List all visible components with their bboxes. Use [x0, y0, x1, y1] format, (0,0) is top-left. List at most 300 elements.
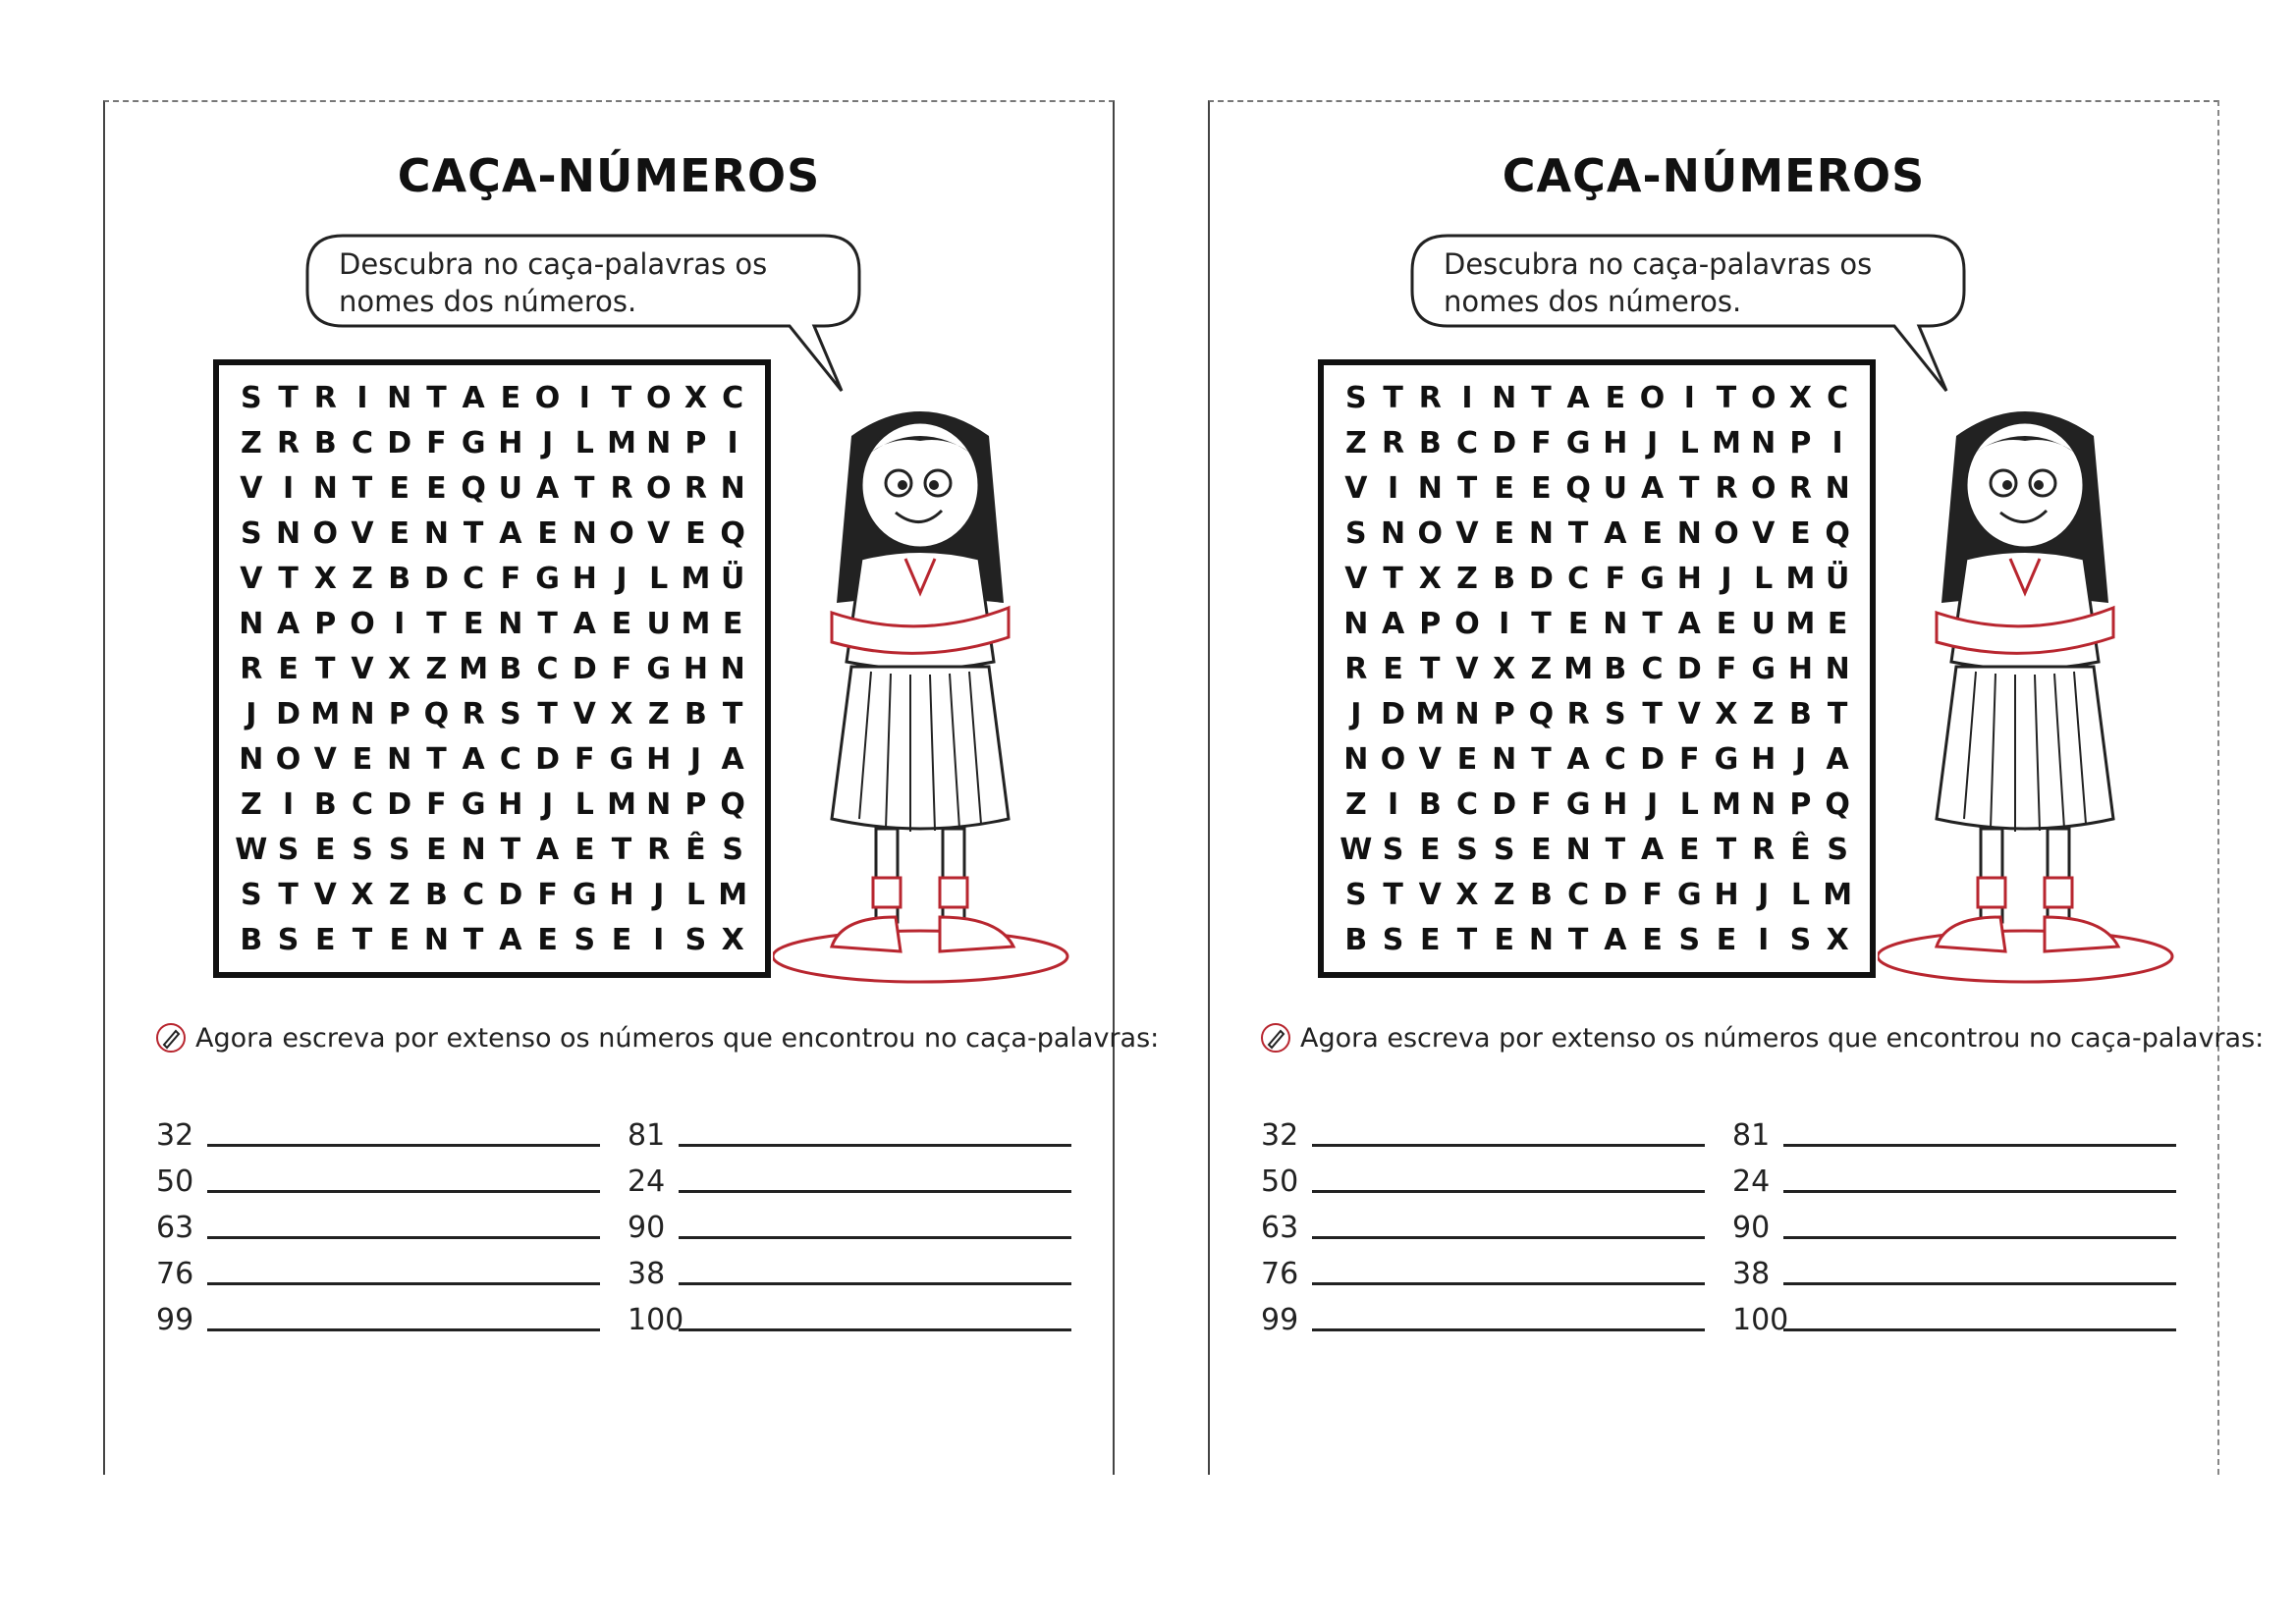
grid-cell: O: [1380, 741, 1406, 777]
grid-cell: R: [610, 470, 633, 506]
grid-cell: N: [572, 515, 597, 551]
grid-cell: N: [498, 606, 523, 641]
grid-cell: T: [1383, 380, 1403, 415]
worksheet-title: CAÇA-NÚMEROS: [397, 149, 821, 202]
grid-cell: A: [1677, 606, 1701, 641]
answer-line[interactable]: [207, 1235, 600, 1239]
grid-cell: T: [278, 877, 299, 912]
grid-cell: I: [727, 425, 738, 460]
grid-cell: E: [278, 651, 299, 686]
grid-cell: E: [1420, 832, 1441, 867]
grid-cell: O: [1454, 606, 1480, 641]
grid-cell: E: [426, 470, 447, 506]
grid-cell: E: [1567, 606, 1589, 641]
grid-cell: Ü: [1825, 561, 1850, 596]
answer-line[interactable]: [679, 1189, 1071, 1193]
grid-cell: B: [1788, 696, 1812, 731]
grid-cell: W: [1339, 832, 1373, 867]
grid-cell: T: [574, 470, 595, 506]
grid-cell: N: [1381, 515, 1406, 551]
grid-cell: X: [683, 380, 707, 415]
grid-cell: G: [609, 741, 634, 777]
grid-cell: D: [276, 696, 301, 731]
answer-item: [628, 1206, 1071, 1245]
answer-item: [1261, 1160, 1705, 1199]
grid-cell: O: [350, 606, 375, 641]
grid-cell: A: [499, 515, 522, 551]
grid-cell: X: [1418, 561, 1442, 596]
grid-cell: V: [1455, 651, 1479, 686]
grid-cell: T: [611, 380, 632, 415]
grid-cell: F: [1605, 561, 1626, 596]
answer-item: [1261, 1113, 1705, 1153]
grid-cell: B: [1493, 561, 1516, 596]
answer-line[interactable]: [1312, 1143, 1705, 1147]
grid-cell: J: [689, 741, 701, 777]
grid-cell: M: [681, 606, 711, 641]
answer-row: [1261, 1160, 2204, 1199]
grid-cell: T: [426, 741, 447, 777]
grid-cell: V: [1455, 515, 1479, 551]
grid-cell: I: [1758, 922, 1770, 957]
grid-cell: N: [1528, 922, 1554, 957]
grid-cell: H: [683, 651, 708, 686]
grid-cell: V: [1344, 470, 1368, 506]
grid-cell: A: [499, 922, 522, 957]
grid-cell: I: [282, 786, 295, 822]
grid-cell: T: [278, 380, 299, 415]
grid-cell: I: [1387, 470, 1399, 506]
grid-cell: P: [1419, 606, 1442, 641]
grid-cell: D: [498, 877, 523, 912]
grid-cell: E: [315, 832, 336, 867]
grid-cell: X: [388, 651, 411, 686]
grid-cell: E: [722, 606, 743, 641]
grid-cell: I: [653, 922, 665, 957]
grid-cell: J: [1794, 741, 1806, 777]
grid-cell: C: [351, 425, 373, 460]
grid-cell: Q: [1528, 696, 1555, 731]
grid-cell: N: [239, 606, 264, 641]
answer-item: [1261, 1206, 1705, 1245]
grid-cell: M: [1823, 877, 1853, 912]
grid-cell: X: [1788, 380, 1812, 415]
grid-cell: R: [1788, 470, 1812, 506]
grid-cell: D: [1492, 425, 1517, 460]
grid-cell: H: [498, 425, 523, 460]
speech-bubble: [303, 232, 863, 326]
grid-cell: A: [1826, 741, 1849, 777]
grid-cell: B: [1344, 922, 1368, 957]
grid-cell: T: [352, 470, 373, 506]
grid-cell: T: [1531, 606, 1552, 641]
grid-cell: O: [1750, 380, 1777, 415]
grid-cell: J: [653, 877, 665, 912]
answer-item: [1261, 1252, 1705, 1291]
grid-cell: V: [1418, 741, 1442, 777]
grid-cell: S: [1678, 922, 1701, 957]
worksheet-left: [103, 100, 1160, 1475]
grid-cell: N: [646, 425, 672, 460]
grid-cell: Z: [352, 561, 373, 596]
grid-cell: M: [607, 786, 636, 822]
grid-cell: L: [1679, 425, 1699, 460]
grid-cell: R: [1382, 425, 1405, 460]
word-search-grid: [1318, 359, 1876, 978]
grid-cell: S: [1345, 380, 1367, 415]
grid-cell: N: [1343, 606, 1369, 641]
grid-cell: L: [649, 561, 669, 596]
answer-number: 90: [1732, 1211, 1771, 1245]
answer-line[interactable]: [679, 1235, 1071, 1239]
grid-cell: M: [1415, 696, 1446, 731]
answer-number: 81: [1732, 1118, 1771, 1153]
grid-cell: A: [462, 380, 485, 415]
grid-cell: U: [1751, 606, 1776, 641]
grid-cell: S: [241, 380, 262, 415]
answer-number: 50: [1261, 1164, 1299, 1199]
grid-cell: A: [276, 606, 301, 641]
grid-cell: F: [426, 786, 447, 822]
answer-line[interactable]: [1783, 1189, 2176, 1193]
grid-cell: I: [1387, 786, 1399, 822]
grid-cell: O: [645, 470, 672, 506]
grid-cell: X: [1715, 696, 1738, 731]
grid-cell: T: [537, 606, 558, 641]
grid-cell: P: [1789, 786, 1812, 822]
grid-cell: S: [1382, 832, 1404, 867]
grid-cell: J: [246, 696, 257, 731]
answer-number: 24: [628, 1164, 666, 1199]
grid-cell: R: [683, 470, 707, 506]
grid-cell: H: [1787, 651, 1813, 686]
instruction-text: Agora escreva por extenso os números que encontrou no caça-palavras:: [195, 1022, 1160, 1054]
grid-cell: T: [1642, 696, 1663, 731]
grid-cell: Q: [1825, 786, 1850, 822]
grid-cell: F: [1531, 425, 1552, 460]
grid-cell: S: [241, 877, 262, 912]
grid-cell: N: [1417, 470, 1443, 506]
grid-cell: J: [541, 425, 554, 460]
grid-cell: G: [461, 425, 486, 460]
grid-cell: Z: [425, 651, 448, 686]
grid-cell: I: [578, 380, 590, 415]
grid-cell: E: [685, 515, 706, 551]
grid-cell: L: [1754, 561, 1774, 596]
grid-cell: G: [1640, 561, 1665, 596]
grid-cell: H: [572, 561, 597, 596]
answer-row: [156, 1298, 1099, 1337]
grid-cell: A: [1566, 380, 1590, 415]
grid-cell: P: [388, 696, 410, 731]
grid-cell: P: [1493, 696, 1515, 731]
grid-cell: A: [535, 470, 560, 506]
grid-cell: I: [1461, 380, 1473, 415]
grid-cell: E: [389, 515, 410, 551]
grid-cell: G: [1714, 741, 1739, 777]
grid-cell: E: [463, 606, 484, 641]
grid-cell: R: [1344, 651, 1368, 686]
grid-cell: A: [573, 606, 596, 641]
answer-number: 50: [156, 1164, 194, 1199]
grid-cell: S: [1493, 832, 1515, 867]
grid-cell: I: [394, 606, 406, 641]
grid-cell: D: [1603, 877, 1628, 912]
grid-cell: Ê: [685, 832, 706, 867]
answer-line[interactable]: [679, 1281, 1071, 1285]
grid-cell: C: [722, 380, 744, 415]
grid-cell: T: [1456, 470, 1478, 506]
grid-cell: Z: [240, 786, 262, 822]
answer-line[interactable]: [1312, 1281, 1705, 1285]
grid-cell: E: [1716, 922, 1737, 957]
grid-cell: N: [1492, 741, 1517, 777]
grid-cell: E: [352, 741, 373, 777]
grid-cell: E: [1642, 922, 1663, 957]
answer-number: 99: [156, 1303, 194, 1337]
grid-cell: Z: [1530, 651, 1553, 686]
grid-cell: N: [423, 515, 449, 551]
grid-cell: J: [1758, 877, 1770, 912]
answer-line[interactable]: [1783, 1235, 2176, 1239]
answer-item: [156, 1252, 600, 1291]
grid-cell: J: [541, 786, 554, 822]
grid-cell: U: [498, 470, 523, 506]
grid-cell: B: [388, 561, 411, 596]
grid-cell: S: [277, 832, 300, 867]
answer-line[interactable]: [207, 1327, 600, 1331]
grid-cell: Q: [461, 470, 486, 506]
grid-cell: C: [463, 877, 485, 912]
answer-number: 76: [156, 1257, 194, 1291]
grid-cell: A: [1640, 470, 1665, 506]
grid-cell: E: [1679, 832, 1700, 867]
answer-number: 81: [628, 1118, 666, 1153]
answer-row: [1261, 1298, 2204, 1337]
answer-line[interactable]: [679, 1327, 1071, 1331]
speech-bubble: [1408, 232, 1968, 326]
grid-cell: A: [1604, 515, 1627, 551]
grid-cell: B: [313, 786, 337, 822]
grid-cell: C: [536, 651, 559, 686]
grid-cell: G: [1565, 786, 1591, 822]
grid-cell: E: [389, 470, 410, 506]
grid-cell: T: [1642, 606, 1663, 641]
grid-cell: J: [1350, 696, 1362, 731]
grid-cell: V: [1752, 515, 1776, 551]
answer-line[interactable]: [1312, 1189, 1705, 1193]
grid-cell: D: [423, 561, 449, 596]
grid-cell: E: [1420, 922, 1441, 957]
answer-number: 63: [156, 1211, 194, 1245]
grid-cell: N: [720, 470, 745, 506]
grid-cell: S: [1456, 832, 1478, 867]
answer-line[interactable]: [207, 1281, 600, 1285]
grid-cell: H: [646, 741, 672, 777]
grid-cell: A: [462, 741, 485, 777]
grid-cell: G: [1751, 651, 1777, 686]
grid-cell: M: [459, 651, 489, 686]
grid-cell: L: [685, 877, 705, 912]
answer-line[interactable]: [1783, 1327, 2176, 1331]
pencil-icon: [154, 1021, 188, 1055]
grid-cell: N: [1603, 606, 1628, 641]
grid-cell: B: [240, 922, 263, 957]
grid-cell: E: [1790, 515, 1811, 551]
grid-cell: H: [498, 786, 523, 822]
answer-line[interactable]: [1312, 1235, 1705, 1239]
answer-item: [156, 1298, 600, 1337]
answer-item: [156, 1160, 600, 1199]
grid-cell: B: [683, 696, 707, 731]
grid-cell: M: [1563, 651, 1594, 686]
grid-cell: V: [351, 651, 374, 686]
grid-cell: N: [312, 470, 338, 506]
grid-cell: T: [463, 515, 484, 551]
instruction-text: Agora escreva por extenso os números que encontrou no caça-palavras:: [1300, 1022, 2265, 1054]
grid-cell: N: [1343, 741, 1369, 777]
grid-cell: X: [1455, 877, 1479, 912]
grid-cell: M: [681, 561, 711, 596]
grid-cell: N: [1751, 425, 1777, 460]
grid-cell: H: [609, 877, 634, 912]
answer-line[interactable]: [1783, 1281, 2176, 1285]
grid-cell: M: [310, 696, 341, 731]
grid-cell: S: [241, 515, 262, 551]
grid-cell: N: [1454, 696, 1480, 731]
answer-row: [1261, 1206, 2204, 1245]
grid-cell: O: [1750, 470, 1777, 506]
grid-cell: I: [1499, 606, 1510, 641]
answer-number: 76: [1261, 1257, 1299, 1291]
grid-cell: L: [574, 786, 594, 822]
grid-cell: X: [351, 877, 374, 912]
worksheet-right: [1208, 100, 2265, 1475]
grid-cell: T: [1716, 832, 1737, 867]
grid-cell: N: [1565, 832, 1591, 867]
grid-cell: D: [1676, 651, 1702, 686]
grid-cell: H: [1603, 786, 1628, 822]
grid-cell: T: [352, 922, 373, 957]
answer-line[interactable]: [207, 1189, 600, 1193]
grid-cell: E: [574, 832, 595, 867]
answer-number: 100: [628, 1303, 684, 1337]
grid-cell: A: [1604, 922, 1627, 957]
girl-illustration: [1878, 397, 2192, 986]
answer-item: [628, 1160, 1071, 1199]
answer-line[interactable]: [679, 1143, 1071, 1147]
grid-cell: F: [574, 741, 595, 777]
grid-cell: H: [1603, 425, 1628, 460]
grid-cell: X: [313, 561, 337, 596]
answer-line[interactable]: [1783, 1143, 2176, 1147]
grid-cell: Z: [1493, 877, 1515, 912]
grid-cell: E: [1494, 470, 1514, 506]
grid-cell: N: [1751, 786, 1777, 822]
grid-cell: F: [611, 651, 632, 686]
grid-cell: E: [1716, 606, 1737, 641]
grid-cell: R: [647, 832, 671, 867]
grid-cell: V: [351, 515, 374, 551]
grid-cell: N: [239, 741, 264, 777]
answer-item: [1732, 1252, 2176, 1291]
answer-item: [156, 1206, 600, 1245]
grid-cell: G: [1565, 425, 1591, 460]
grid-cell: S: [1827, 832, 1848, 867]
grid-cell: F: [1679, 741, 1700, 777]
grid-cell: N: [646, 786, 672, 822]
grid-cell: Q: [720, 515, 745, 551]
grid-cell: S: [684, 922, 707, 957]
grid-cell: T: [426, 606, 447, 641]
answer-item: [1732, 1113, 2176, 1153]
grid-cell: M: [607, 425, 636, 460]
grid-cell: V: [647, 515, 671, 551]
grid-cell: T: [278, 561, 299, 596]
grid-cell: E: [1531, 470, 1552, 506]
grid-cell: X: [1826, 922, 1849, 957]
grid-cell: I: [1683, 380, 1695, 415]
grid-cell: T: [315, 651, 336, 686]
answer-item: [628, 1298, 1071, 1337]
grid-cell: O: [312, 515, 339, 551]
grid-cell: J: [1646, 786, 1659, 822]
grid-cell: N: [387, 741, 412, 777]
grid-cell: Q: [423, 696, 450, 731]
grid-cell: V: [1344, 561, 1368, 596]
grid-cell: Z: [240, 425, 262, 460]
grid-cell: L: [1790, 877, 1810, 912]
answer-line[interactable]: [1312, 1327, 1705, 1331]
grid-cell: E: [1383, 651, 1403, 686]
grid-cell: Z: [1344, 425, 1367, 460]
grid-cell: C: [1641, 651, 1664, 686]
grid-cell: B: [499, 651, 522, 686]
grid-cell: F: [500, 561, 521, 596]
answer-number: 24: [1732, 1164, 1771, 1199]
grid-cell: S: [1789, 922, 1812, 957]
grid-cell: D: [387, 786, 412, 822]
grid-cell: T: [1605, 832, 1626, 867]
grid-cell: Q: [1825, 515, 1850, 551]
grid-cell: E: [1531, 832, 1552, 867]
grid-cell: N: [423, 922, 449, 957]
grid-cell: G: [535, 561, 560, 596]
grid-cell: U: [646, 606, 671, 641]
answer-row: [156, 1113, 1099, 1153]
grid-cell: T: [1827, 696, 1848, 731]
grid-cell: F: [1716, 651, 1737, 686]
grid-cell: J: [616, 561, 628, 596]
grid-cell: N: [461, 832, 486, 867]
grid-cell: M: [1712, 425, 1741, 460]
grid-cell: T: [722, 696, 743, 731]
grid-cell: N: [1676, 515, 1702, 551]
grid-cell: O: [645, 380, 672, 415]
grid-cell: V: [313, 877, 337, 912]
grid-cell: N: [1825, 470, 1850, 506]
grid-cell: I: [1831, 425, 1843, 460]
answer-row: [1261, 1252, 2204, 1291]
grid-cell: E: [315, 922, 336, 957]
grid-cell: N: [1825, 651, 1850, 686]
grid-cell: B: [424, 877, 448, 912]
grid-cell: T: [1679, 470, 1700, 506]
grid-cell: A: [721, 741, 744, 777]
grid-cell: N: [387, 380, 412, 415]
answer-line[interactable]: [207, 1143, 600, 1147]
grid-cell: S: [277, 922, 300, 957]
